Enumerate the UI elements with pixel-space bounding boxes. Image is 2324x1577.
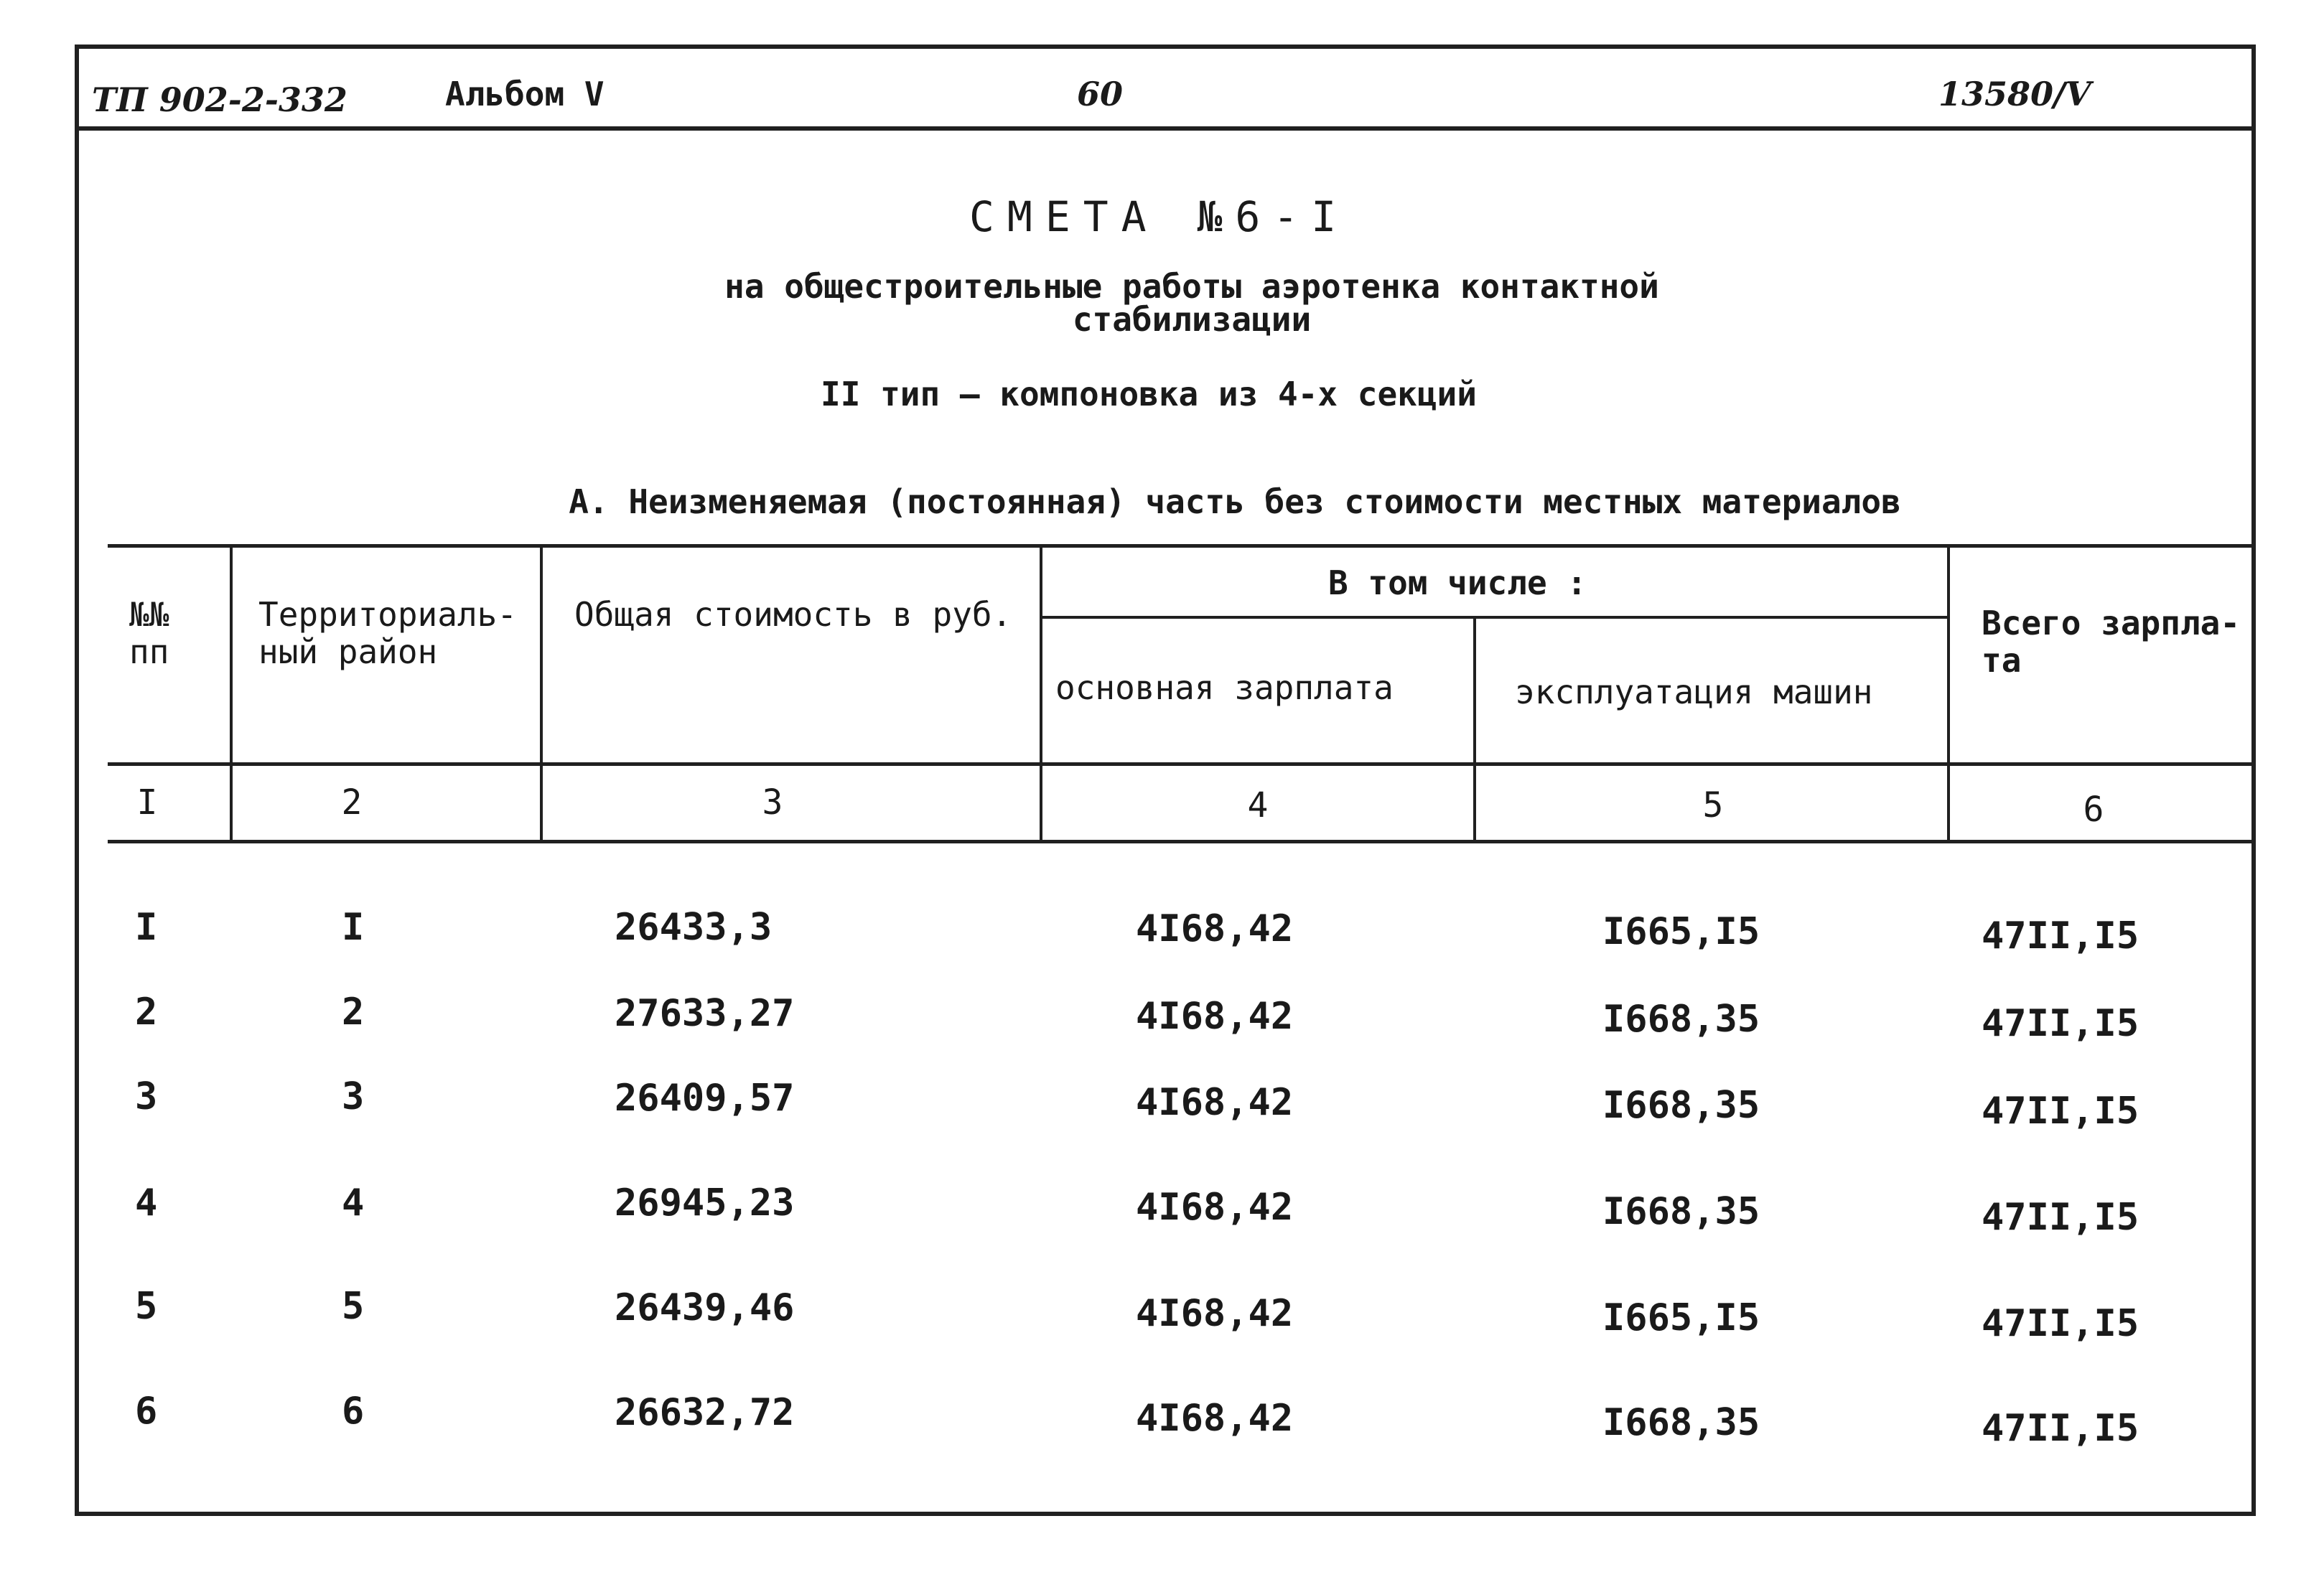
col-number-2: 2 xyxy=(341,782,363,823)
col-number-5: 5 xyxy=(1702,785,1724,825)
page-number: 60 xyxy=(1077,75,1124,113)
cell-machines: I668,35 xyxy=(1602,1401,1760,1444)
cell-nn: 6 xyxy=(135,1390,158,1433)
col-number-3: 3 xyxy=(762,782,783,823)
header-col3: Общая стоимость в руб. xyxy=(574,595,1012,634)
cell-total: 26439,46 xyxy=(615,1286,795,1329)
cell-salary: 4I68,42 xyxy=(1136,995,1294,1038)
cell-total-salary: 47II,I5 xyxy=(1982,1090,2139,1133)
cell-machines: I668,35 xyxy=(1602,1084,1760,1127)
header-col6: Всего зарпла-та xyxy=(1982,604,2241,680)
header-divider xyxy=(75,126,2256,131)
cell-total-salary: 47II,I5 xyxy=(1982,1196,2139,1239)
cell-region: 5 xyxy=(342,1285,365,1328)
document-title: СМЕТА №6-I xyxy=(969,192,1350,241)
cell-nn: 4 xyxy=(135,1181,158,1225)
cell-total: 26433,3 xyxy=(615,906,773,949)
header-col5: эксплуатация машин xyxy=(1515,673,1873,711)
table-top-rule xyxy=(108,544,2256,548)
numbers-bottom-rule xyxy=(108,840,2256,843)
variant-title: II тип – компоновка из 4-х секций xyxy=(821,375,1477,413)
cell-total: 26632,72 xyxy=(615,1391,795,1434)
cell-total-salary: 47II,I5 xyxy=(1982,1302,2139,1345)
cell-total-salary: 47II,I5 xyxy=(1982,914,2139,958)
cell-region: 6 xyxy=(342,1390,365,1433)
album-label: Альбом V xyxy=(445,75,605,113)
cell-nn: 2 xyxy=(135,991,158,1034)
cell-salary: 4I68,42 xyxy=(1136,1081,1294,1124)
cell-salary: 4I68,42 xyxy=(1136,1292,1294,1335)
col-number-4: 4 xyxy=(1247,785,1269,825)
cell-region: 3 xyxy=(342,1075,365,1118)
cell-machines: I668,35 xyxy=(1602,998,1760,1041)
cell-nn: 5 xyxy=(135,1285,158,1328)
header-col1: №№ пп xyxy=(129,595,169,671)
cell-total: 27633,27 xyxy=(615,992,795,1035)
inventory-number: 13580/V xyxy=(1938,75,2091,113)
cell-nn: 3 xyxy=(135,1075,158,1118)
cell-total: 26409,57 xyxy=(615,1077,795,1120)
cell-machines: I668,35 xyxy=(1602,1190,1760,1233)
cell-salary: 4I68,42 xyxy=(1136,1186,1294,1229)
header-col4: основная зарплата xyxy=(1055,668,1394,707)
col-number-1: I xyxy=(136,782,158,823)
col-number-6: 6 xyxy=(2083,790,2104,830)
section-title: А. Неизменяемая (постоянная) часть без стоимости местных материалов xyxy=(569,482,1901,521)
group-rule xyxy=(1040,616,1948,619)
cell-machines: I665,I5 xyxy=(1602,910,1760,953)
title-line-2: стабилизации xyxy=(1072,300,1312,339)
cell-total-salary: 47II,I5 xyxy=(1982,1002,2139,1045)
cell-region: 2 xyxy=(342,991,365,1034)
cell-salary: 4I68,42 xyxy=(1136,1397,1294,1440)
cell-total: 26945,23 xyxy=(615,1181,795,1225)
cell-total-salary: 47II,I5 xyxy=(1982,1407,2139,1450)
cell-salary: 4I68,42 xyxy=(1136,907,1294,950)
cell-nn: I xyxy=(135,906,158,949)
cell-region: I xyxy=(342,906,365,949)
doc-code: ТП 902-2-332 xyxy=(92,80,347,119)
header-bottom-rule xyxy=(108,762,2256,766)
header-col2: Территориаль-ный район xyxy=(258,595,518,671)
header-group: В том числе : xyxy=(1328,563,1587,602)
title-line-1: на общестроительные работы аэротенка контактной xyxy=(724,267,1659,306)
cell-machines: I665,I5 xyxy=(1602,1296,1760,1339)
cell-region: 4 xyxy=(342,1181,365,1225)
